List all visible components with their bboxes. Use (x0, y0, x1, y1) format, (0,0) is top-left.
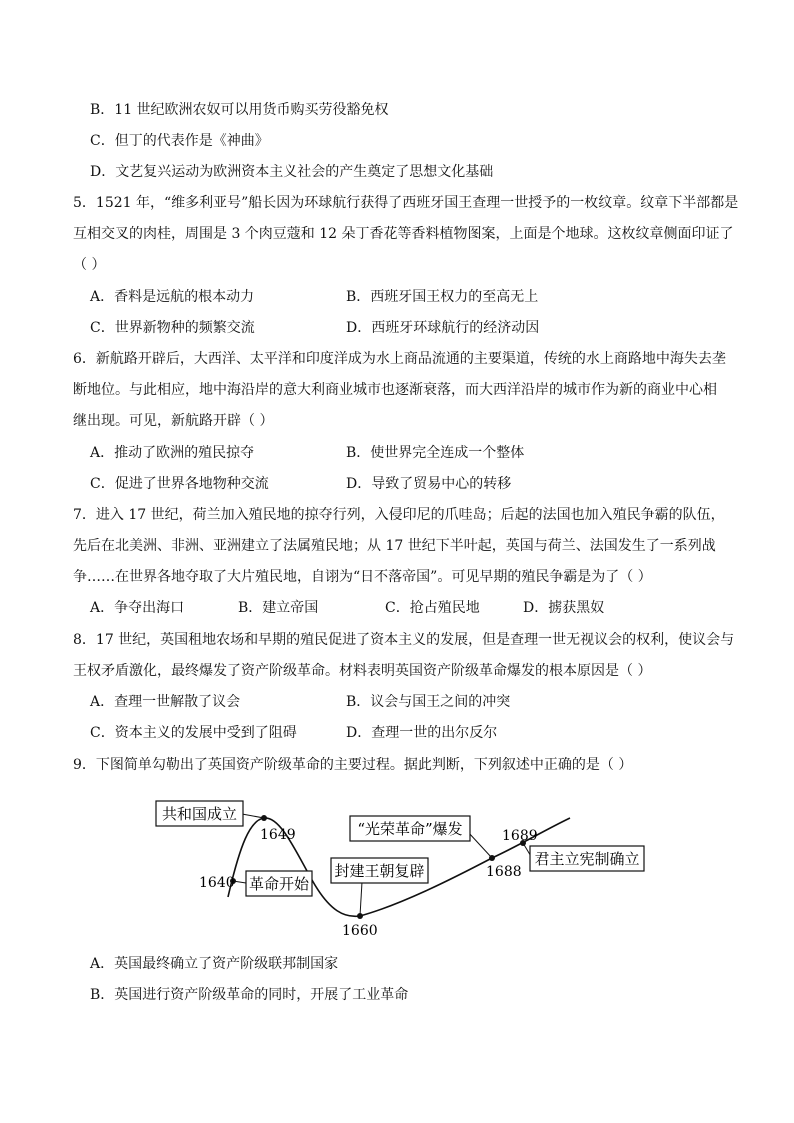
label-republic: 共和国成立 (161, 805, 238, 823)
q5-option-c: C．世界新物种的频繁交流 (90, 320, 255, 336)
q9-option-b: B．英国进行资产阶级革命的同时，开展了工业革命 (90, 987, 409, 1003)
label-restoration: 封建王朝复辟 (334, 862, 425, 880)
q4-option-d: D．文艺复兴运动为欧洲资本主义社会的产生奠定了思想文化基础 (90, 164, 494, 180)
q6-option-a: A．推动了欧洲的殖民掠夺 (90, 445, 255, 461)
q8-option-c: C．资本主义的发展中受到了阻碍 (90, 725, 297, 741)
q9-stem-line-1: 9．下图简单勾勒出了英国资产阶级革命的主要过程。据此判断，下列叙述中正确的是（ ） (73, 757, 633, 773)
connector-glorious (468, 832, 492, 858)
year-1649: 1649 (260, 827, 296, 843)
q6-stem-line-3: 继出现。可见，新航路开辟（ ） (73, 413, 274, 429)
q5-option-d: D．西班牙环球航行的经济动因 (346, 320, 540, 336)
q6-stem-line-2: 断地位。与此相应，地中海沿岸的意大利商业城市也逐渐衰落，而大西洋沿岸的城市作为新的商业中心相 (73, 382, 717, 398)
label-glorious: “光荣革命”爆发 (357, 820, 463, 838)
q8-stem-line-1: 8．17 世纪，英国租地农场和早期的殖民促进了资本主义的发展，但是查理一世无视议会的权利，使议会与 (73, 632, 735, 648)
q8-option-a: A．查理一世解散了议会 (90, 694, 241, 710)
q5-stem-line-2: 互相交叉的肉桂，周围是 3 个肉豆蔻和 12 朵丁香花等香料植物图案，上面是个地球。这枚纹章侧面印证了 (73, 226, 734, 242)
year-1640: 1640 (199, 875, 235, 891)
q6-option-c: C．促进了世界各地物种交流 (90, 476, 269, 492)
q5-stem-line-3: （ ） (73, 257, 106, 273)
q5-stem-line-1: 5．1521 年，“维多利亚号”船长因为环球航行获得了西班牙国王查理一世授予的一枚纹章。纹章下半部都是 (73, 195, 739, 211)
q7-stem-line-1: 7．进入 17 世纪，荷兰加入殖民地的掠夺行列，入侵印尼的爪哇岛；后起的法国也加入殖民争霸的队伍， (73, 507, 725, 523)
year-1689: 1689 (502, 828, 538, 844)
q7-option-a: A．争夺出海口 (90, 600, 185, 616)
q6-option-d: D．导致了贸易中心的转移 (346, 476, 512, 492)
q4-option-c: C．但丁的代表作是《神曲》 (90, 133, 269, 149)
q8-option-b: B．议会与国王之间的冲突 (346, 694, 511, 710)
q4-option-b: B．11 世纪欧洲农奴可以用货币购买劳役豁免权 (90, 102, 389, 118)
q7-stem-line-2: 先后在北美洲、非洲、亚洲建立了法属殖民地；从 17 世纪下半叶起，英国与荷兰、法国发生了一系列战 (73, 538, 716, 554)
q5-option-b: B．西班牙国王权力的至高无上 (346, 289, 539, 305)
year-1688: 1688 (486, 864, 522, 880)
q7-option-d: D．掳获黑奴 (523, 600, 605, 616)
year-1660: 1660 (342, 923, 378, 939)
q6-stem-line-1: 6．新航路开辟后，大西洋、太平洋和印度洋成为水上商品流通的主要渠道，传统的水上商路地中海失去垄 (73, 351, 726, 367)
label-revolution-start: 革命开始 (248, 875, 310, 893)
connector-republic (242, 814, 264, 818)
q8-option-d: D．查理一世的出尔反尔 (346, 725, 498, 741)
q5-option-a: A．香料是远航的根本动力 (90, 289, 255, 305)
connector-restoration (360, 882, 362, 916)
q7-option-c: C．抢占殖民地 (385, 600, 480, 616)
q9-option-a: A．英国最终确立了资产阶级联邦制国家 (90, 956, 339, 972)
label-constitutional: 君主立宪制确立 (534, 850, 640, 868)
q6-option-b: B．使世界完全连成一个整体 (346, 445, 525, 461)
q7-option-b: B．建立帝国 (238, 600, 319, 616)
q7-stem-line-3: 争……在世界各地夺取了大片殖民地，自诩为“日不落帝国”。可见早期的殖民争霸是为了（ ） (73, 569, 652, 585)
q8-stem-line-2: 王权矛盾激化，最终爆发了资产阶级革命。材料表明英国资产阶级革命爆发的根本原因是（ ） (73, 663, 652, 679)
